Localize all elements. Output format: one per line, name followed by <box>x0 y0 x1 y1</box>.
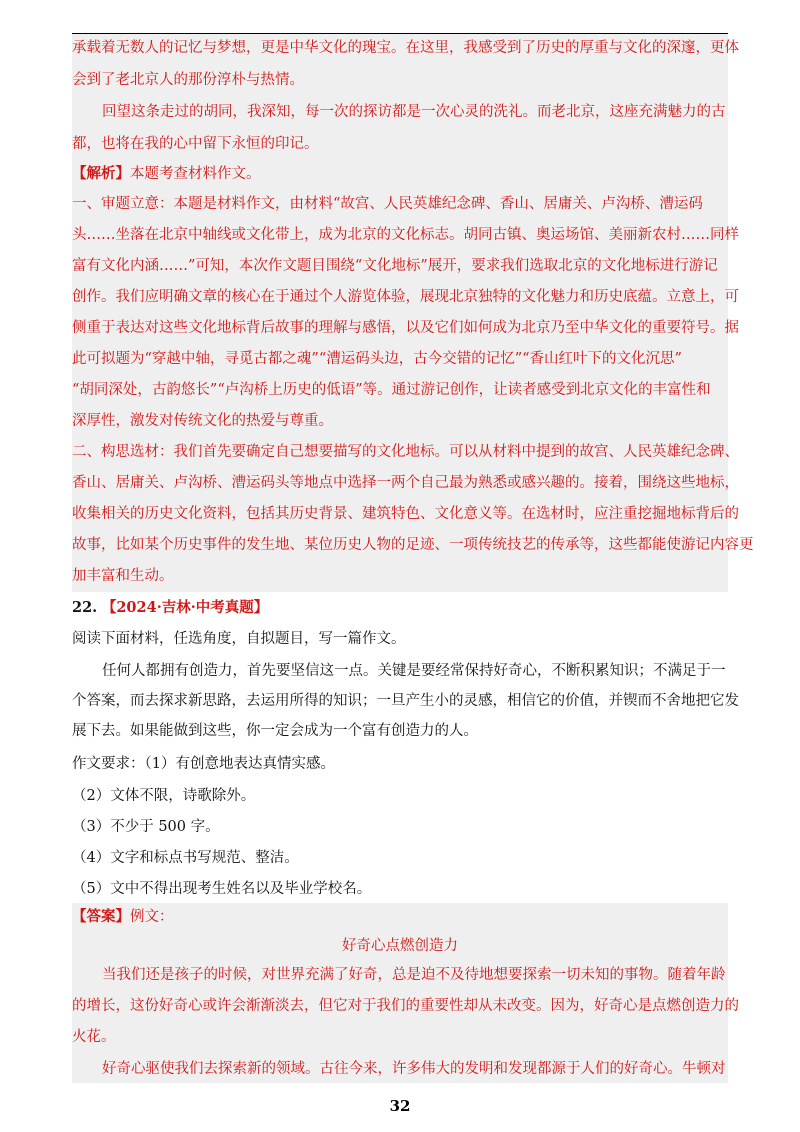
analysis-block <box>72 34 754 592</box>
material-line: 个答案，而去探求新思路，去运用所得的知识；一旦产生小的灵感，相信它的价值，并锲而不舍地把它发 <box>72 693 739 709</box>
essay-line: 火花。 <box>72 1029 116 1045</box>
essay-title: 好奇心点燃创造力 <box>342 938 458 954</box>
requirement-line: （3）不少于 500 字。 <box>72 819 220 835</box>
analysis-line: 二、构思选材：我们首先要确定自己想要描写的文化地标。可以从材料中提到的故宫、人民英雄纪念碑、 <box>72 444 739 460</box>
answer-heading <box>72 907 728 927</box>
essay-line: 当我们还是孩子的时候，对世界充满了好奇，总是迫不及待地想要探索一切未知的事物。随着年龄 <box>102 967 726 983</box>
material-line: 展下去。如果能做到这些，你一定会成为一个富有创造力的人。 <box>72 723 478 739</box>
answer-tag: 【答案】 <box>72 908 130 925</box>
question-source: 【2024·吉林·中考真题】 <box>101 599 269 616</box>
analysis-line: 此可拟题为“穿越中轴，寻觅古都之魂”“漕运码头边，古今交错的记忆”“香山红叶下的文化沉思” <box>72 351 682 367</box>
essay-line: 都，也将在我的心中留下永恒的印记。 <box>72 136 319 152</box>
analysis-line: 加丰富和生动。 <box>72 568 174 584</box>
analysis-line: “胡同深处，古韵悠长”“卢沟桥上历史的低语”等。通过游记创作，让读者感受到北京文化的丰富性和 <box>72 382 711 398</box>
essay-line: 的增长，这份好奇心或许会渐渐淡去，但它对于我们的重要性却从未改变。因为，好奇心是点燃创造力的 <box>72 998 739 1014</box>
analysis-line: 故事，比如某个历史事件的发生地、某位历史人物的足迹、一项传统技艺的传承等，这些都能使游记内容更 <box>72 537 754 553</box>
question-number: 22. <box>72 599 98 616</box>
analysis-line: 创作。我们应明确文章的核心在于通过个人游览体验，展现北京独特的文化魅力和历史底蕴。立意上，可 <box>72 289 739 305</box>
question-heading <box>72 598 728 618</box>
analysis-line: 香山、居庸关、卢沟桥、漕运码头等地点中选择一两个自己最为熟悉或感兴趣的。接着，围绕这些地标， <box>72 475 739 491</box>
essay-line: 承载着无数人的记忆与梦想，更是中华文化的瑰宝。在这里，我感受到了历史的厚重与文化的深邃，更体 <box>72 40 739 56</box>
analysis-intro: 本题考查材料作文。 <box>130 166 261 182</box>
essay-line: 回望这条走过的胡同，我深知，每一次的探访都是一次心灵的洗礼。而老北京，这座充满魅力的古 <box>102 104 726 120</box>
analysis-line: 收集相关的历史文化资料，包括其历史背景、建筑特色、文化意义等。在选材时，应注重挖掘地标背后的 <box>72 506 739 522</box>
analysis-heading <box>72 164 728 184</box>
essay-line: 好奇心驱使我们去探索新的领域。古往今来，许多伟大的发明和发现都源于人们的好奇心。牛顿对 <box>102 1061 726 1077</box>
requirement-line: （4）文字和标点书写规范、整洁。 <box>72 850 299 866</box>
analysis-line: 侧重于表达对这些文化地标背后故事的理解与感悟，以及它们如何成为北京乃至中华文化的重要符号。据 <box>72 320 739 336</box>
answer-label: 例文： <box>130 909 174 925</box>
requirement-line: （2）文体不限，诗歌除外。 <box>72 788 256 804</box>
question-instruction: 阅读下面材料，任选角度，自拟题目，写一篇作文。 <box>72 631 406 647</box>
analysis-tag: 【解析】 <box>72 165 130 182</box>
requirement-line: （5）文中不得出现考生姓名以及毕业学校名。 <box>72 881 372 897</box>
analysis-line: 富有文化内涵……”可知，本次作文题目围绕“文化地标”展开，要求我们选取北京的文化地标进行游记 <box>72 258 718 274</box>
answer-block <box>72 903 739 1083</box>
analysis-line: 深厚性，激发对传统文化的热爱与尊重。 <box>72 413 333 429</box>
material-line: 任何人都拥有创造力，首先要坚信这一点。关键是要经常保持好奇心，不断积累知识；不满足于一 <box>102 663 726 679</box>
analysis-line: 头……坐落在北京中轴线或文化带上，成为北京的文化标志。胡同古镇、奥运场馆、美丽新农村……同样 <box>72 227 739 243</box>
analysis-line: 一、审题立意：本题是材料作文，由材料“故宫、人民英雄纪念碑、香山、居庸关、卢沟桥、漕运码 <box>72 196 703 212</box>
essay-line: 会到了老北京人的那份淳朴与热情。 <box>72 72 304 88</box>
requirement-line: 作文要求：（1）有创意地表达真情实感。 <box>72 756 335 772</box>
page-number: 32 <box>389 1097 411 1115</box>
